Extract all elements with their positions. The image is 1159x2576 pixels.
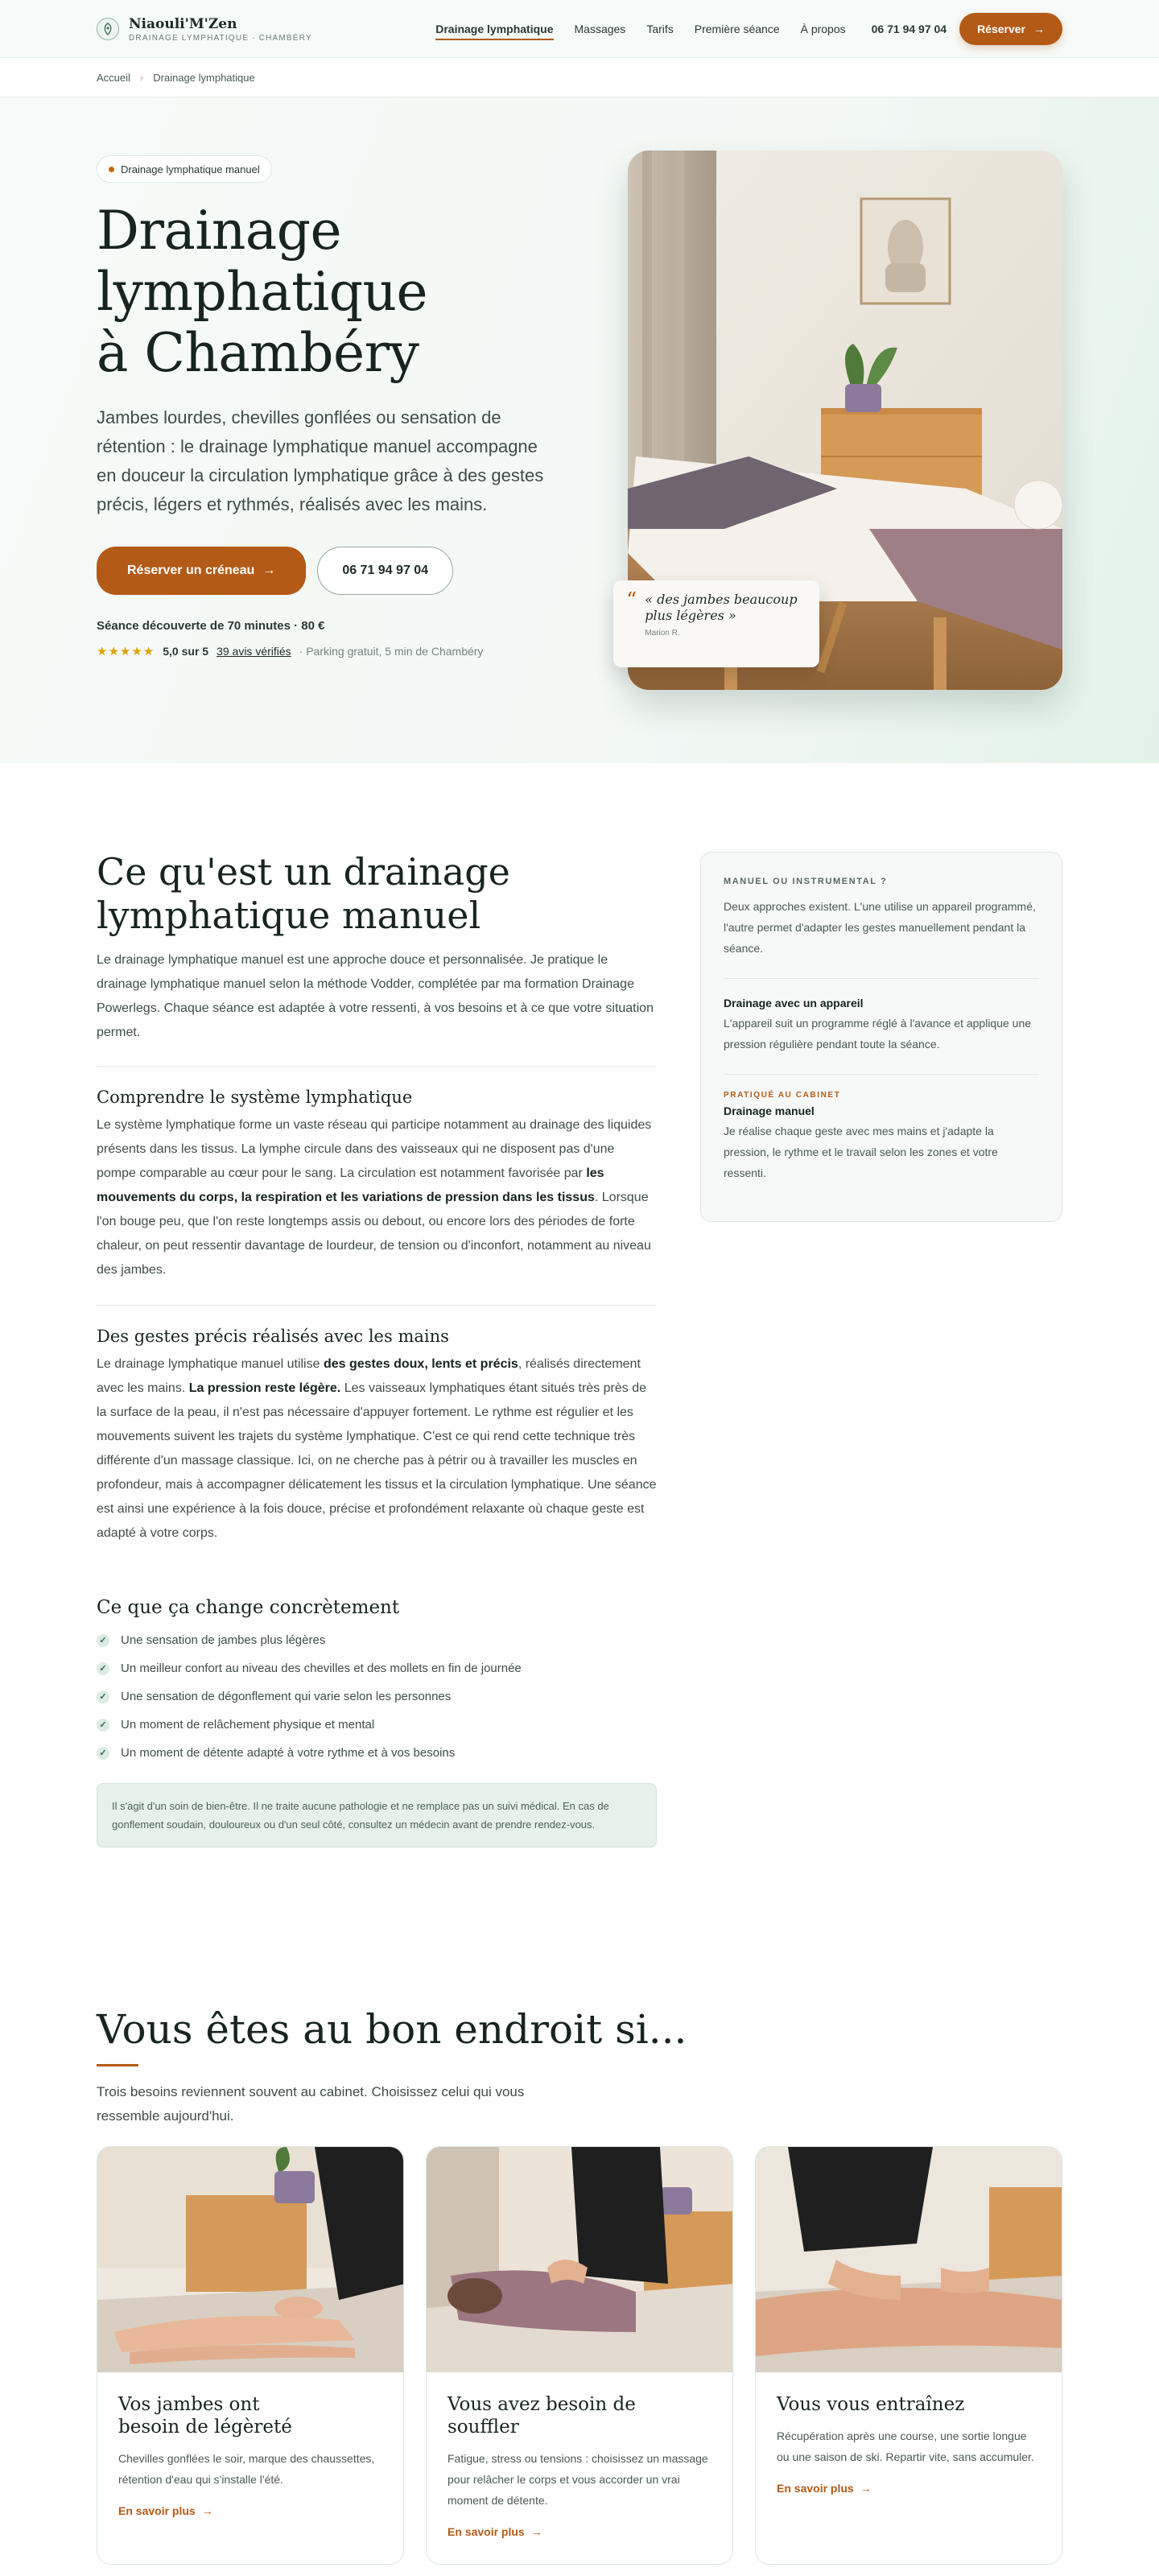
accent-underline [97,2064,138,2066]
testimonial-author: Marion R. [645,629,680,638]
testimonial-quote: « des jambes beaucoup plus légères » [645,592,798,623]
brand-name: Niaouli'M'Zen [129,15,237,32]
quote-mark-icon: “ [626,588,637,613]
practice-tag: PRATIQUÉ AU CABINET [724,1091,841,1100]
divider [97,1066,657,1067]
list-item [97,1711,657,1739]
learn-more-label: En savoir plus [118,2504,196,2517]
nav-item-massages[interactable]: Massages [574,23,626,35]
method-aside [700,852,1062,1222]
text-bold: des gestes doux, lents et précis [323,1357,518,1371]
list-item [97,1682,657,1711]
card-title: Vous avez besoin de souffler [448,2394,636,2438]
reserve-slot-button[interactable] [97,547,306,595]
card-text: Chevilles gonflées le soir, marque des chaussettes, rétention d'eau qui s'installe l'été. [118,2452,375,2486]
benefit-text: Un meilleur confort au niveau des chevilles et des mollets en fin de journée [121,1662,522,1675]
header-reserve-label: Réserver [977,23,1025,35]
subheading-gestes: Des gestes précis réalisés avec les mains [97,1327,449,1346]
site-header [0,0,1159,58]
arrow-right-icon: → [262,564,276,577]
star-rating-icon: ★★★★★ [97,645,155,658]
leaf-logo-icon [97,18,119,40]
arrow-right-icon: → [860,2482,872,2495]
check-icon: ✓ [97,1690,109,1703]
aside-intro: Deux approches existent. L'une utilise un appareil programmé, l'autre permet d'adapter les gestes manuellement pendant la séance. [724,900,1036,955]
benefit-text: Un moment de détente adapté à votre rythme et à vos besoins [121,1746,456,1760]
breadcrumb-home[interactable]: Accueil [97,71,130,84]
section-title: Ce qu'est un drainage lymphatique manuel [97,850,510,937]
card-text: Fatigue, stress ou tensions : choisissez un massage pour relâcher le corps et vous accorder un vrai moment de détente. [448,2452,708,2507]
needs-intro: Trois besoins reviennent souvent au cabinet. Choisissez celui qui vous ressemble aujourd'hui. [97,2084,525,2124]
hero-section [0,97,1159,763]
hero-pill-label: Drainage lymphatique manuel [121,163,260,175]
check-icon: ✓ [97,1662,109,1675]
reserve-slot-label: Réserver un créneau [127,564,255,577]
card-title-line: Vos jambes ont [118,2394,260,2415]
learn-more-label: En savoir plus [777,2482,854,2495]
needs-section [0,2006,1159,2550]
divider [724,978,1039,979]
reviews-link[interactable]: 39 avis vérifiés [217,645,291,658]
header-phone-link[interactable]: 06 71 94 97 04 [871,23,947,35]
hero-title-line: à Chambéry [97,322,419,384]
nav-item-premiere-seance[interactable]: Première séance [694,23,780,35]
aside-heading-manuel: Drainage manuel [724,1104,815,1117]
text-bold: les mouvements du corps, la respiration et les variations de pression dans les tissus [97,1166,604,1204]
need-card[interactable] [97,2146,404,2565]
brand-logo[interactable] [97,16,312,43]
learn-more-label: En savoir plus [448,2525,525,2538]
benefit-text: Un moment de relâchement physique et mental [121,1718,375,1732]
content-section [0,763,1159,2035]
hero-lead: Jambes lourdes, chevilles gonflées ou sensation de rétention : le drainage lymphatique manuel accompagne en douceur la circulation lymphatique grâce à des gestes précis, légers et rythmés, réalisés avec les mains. [97,407,544,514]
need-card[interactable] [426,2146,733,2565]
paragraph-gestes [97,1352,657,1546]
breadcrumb-separator-icon: › [139,71,144,84]
need-card[interactable] [755,2146,1062,2565]
section-intro: Le drainage lymphatique manuel est une approche douce et personnalisée. Je pratique le drainage lymphatique manuel selon la méthode Vodder, complétée par ma formation Drainage Powerlegs. Chaque séance est adaptée à votre ressenti, à vos besoins et à ce que votre situation permet. [97,953,654,1039]
nav-item-a-propos[interactable]: À propos [800,23,846,35]
back-massage-photo [427,2147,732,2372]
aside-eyebrow: MANUEL OU INSTRUMENTAL ? [724,877,888,886]
pill-dot-icon [109,167,114,172]
text-span: , réalisés directement avec les mains. [97,1357,641,1395]
learn-more-link[interactable] [448,2525,711,2538]
aside-text-appareil: L'appareil suit un programme réglé à l'avance et applique une pression régulière pendant toute la séance. [724,1017,1032,1051]
benefit-text: Une sensation de dégonflement qui varie selon les personnes [121,1690,452,1703]
list-item [97,1626,657,1654]
hero-phone-button[interactable]: 06 71 94 97 04 [317,547,453,595]
text-span: Les vaisseaux lymphatiques étant situés très près de la surface de la peau, il n'est pas nécessaire d'appuyer fortement. Le rythme est régulier et les mouvements suivent les trajets du système lymphatique. C'est ce qui rend cette technique très différente d'un massage classique. Ici, on ne cherche pas à pétrir ou à travailler les muscles en profondeur, mais à accompagner délicatement les tissus et la circulation lymphatique. Une séance est ainsi une expérience à la fois douce, précise et profondément relaxante où chaque geste est adapté à votre corps. [97,1381,657,1540]
subheading-change: Ce que ça change concrètement [97,1597,400,1618]
parking-info: · Parking gratuit, 5 min de Chambéry [299,645,484,658]
sport-massage-photo [756,2147,1062,2372]
main-nav [435,18,947,40]
legs-massage-photo [97,2147,403,2372]
brand-subtitle: DRAINAGE LYMPHATIQUE · CHAMBÉRY [129,33,312,43]
aside-heading-appareil: Drainage avec un appareil [724,997,864,1009]
rating-score: 5,0 sur 5 [163,645,209,658]
card-title: Vous vous entraînez [777,2394,965,2415]
learn-more-link[interactable] [777,2482,1041,2495]
arrow-right-icon: → [1033,23,1045,35]
check-icon: ✓ [97,1719,109,1732]
list-item [97,1739,657,1767]
disclaimer-note: Il s'agit d'un soin de bien-être. Il ne traite aucune pathologie et ne remplace pas un suivi médical. En cas de gonflement soudain, douloureux ou d'un seul côté, consultez un médecin avant de prendre rendez-vous. [97,1783,657,1847]
card-title [118,2393,382,2438]
hero-title-line: Drainage [97,200,342,262]
arrow-right-icon: → [530,2525,542,2538]
divider [97,1305,657,1306]
hero-pill [97,155,272,183]
text-bold: La pression reste légère. [188,1381,341,1395]
list-item [97,1654,657,1682]
arrow-right-icon: → [201,2504,213,2517]
header-reserve-button[interactable] [959,13,1062,45]
text-span: . Lorsque l'on bouge peu, que l'on reste longtemps assis ou debout, ou encore lors des périodes de forte chaleur, on peut ressentir davantage de lourdeur, de tension ou d'inconfort, notamment au niveau des jambes. [97,1191,651,1277]
breadcrumb-current: Drainage lymphatique [153,71,255,84]
seance-info: Séance découverte de 70 minutes · 80 € [97,619,325,633]
testimonial-card [613,580,819,667]
aside-text-manuel: Je réalise chaque geste avec mes mains et j'adapte la pression, le rythme et le travail selon les zones et votre ressenti. [724,1125,998,1179]
paragraph-system [97,1113,657,1282]
card-text: Récupération après une course, une sortie longue ou une saison de ski. Repartir vite, sans accumuler. [777,2429,1034,2463]
check-icon: ✓ [97,1634,109,1647]
learn-more-link[interactable] [118,2504,382,2517]
text-span: Le drainage lymphatique manuel utilise [97,1357,324,1371]
hero-title-line: lymphatique [97,261,428,323]
breadcrumb [97,58,1062,97]
text-span: Le système lymphatique forme un vaste réseau qui participe notamment au drainage des liquides présents dans les tissus. La lymphe circule dans des vaisseaux qui ne disposent pas d'une pompe comparable au cœur pour le sang. La circulation est notamment favorisée par [97,1118,652,1180]
benefits-list [97,1626,657,1767]
subheading-system: Comprendre le système lymphatique [97,1088,413,1107]
divider [724,1074,1039,1075]
nav-item-tarifs[interactable]: Tarifs [646,23,674,35]
needs-title: Vous êtes au bon endroit si... [97,2006,687,2053]
nav-item-drainage[interactable]: Drainage lymphatique [435,23,553,40]
check-icon: ✓ [97,1747,109,1760]
card-title-line: besoin de légèreté [118,2417,292,2438]
benefit-text: Une sensation de jambes plus légères [121,1633,326,1647]
